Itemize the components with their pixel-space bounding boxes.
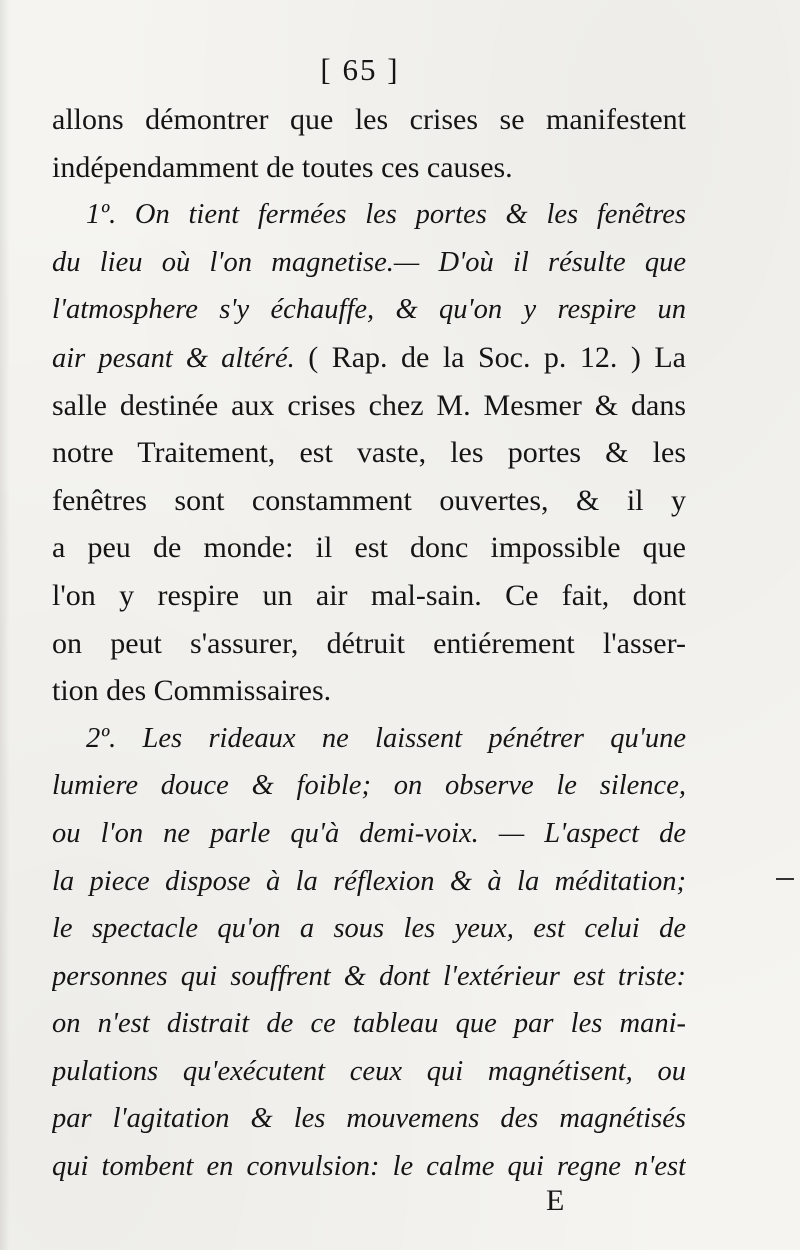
text-line: personnes qui souffrent & dont l'extérieur est triste: <box>52 960 686 992</box>
text-line: lumiere douce & foible; on observe le silence, <box>52 770 686 802</box>
text-line: notre Traitement, est vaste, les portes & les <box>52 436 686 470</box>
text-line: pulations qu'exécutent ceux qui magnétisent, ou <box>52 1055 686 1087</box>
text-line: tion des Commissaires. <box>52 674 332 708</box>
text-line: allons démontrer que les crises se manifestent <box>52 103 686 136</box>
text-line: a peu de monde: il est donc impossible que <box>52 531 686 565</box>
text-line: indépendamment de toutes ces causes. <box>52 150 513 184</box>
text-line: on peut s'assurer, détruit entiérement l'asser- <box>52 626 686 660</box>
page-number: [ 65 ] <box>320 52 400 87</box>
text-line: l'on y respire un air mal-sain. Ce fait, dont <box>52 578 686 612</box>
text-line: l'atmosphere s'y échauffe, & qu'on y respire un <box>52 294 686 326</box>
text-line: on n'est distrait de ce tableau que par les mani- <box>52 1008 686 1040</box>
text-line-mixed <box>52 334 686 382</box>
text-line: 1º. On tient fermées les portes & les fenêtres <box>86 199 686 231</box>
text-line: du lieu où l'on magnetise.— D'où il résulte que <box>52 246 686 278</box>
margin-mark <box>776 878 794 880</box>
text-line: la piece dispose à la réflexion & à la méditation; <box>52 865 686 897</box>
text-line: qui tombent en convulsion: le calme qui regne n'est <box>52 1151 686 1183</box>
signature-mark: E <box>546 1184 565 1217</box>
page-edge-shadow <box>0 0 10 1250</box>
text-line: 2º. Les rideaux ne laissent pénétrer qu'une <box>86 722 686 754</box>
text-line: ou l'on ne parle qu'à demi-voix. — L'aspect de <box>52 817 686 849</box>
text-block <box>52 96 686 1191</box>
text-line: salle destinée aux crises chez M. Mesmer & dans <box>52 388 686 422</box>
roman-segment: ( Rap. de la Soc. p. 12. ) La <box>294 340 686 374</box>
text-line: par l'agitation & les mouvemens des magnétisés <box>52 1103 686 1135</box>
italic-segment: air pesant & altéré. <box>52 342 295 374</box>
text-line: le spectacle qu'on a sous les yeux, est celui de <box>52 913 686 945</box>
text-line: fenêtres sont constamment ouvertes, & il y <box>52 483 686 517</box>
